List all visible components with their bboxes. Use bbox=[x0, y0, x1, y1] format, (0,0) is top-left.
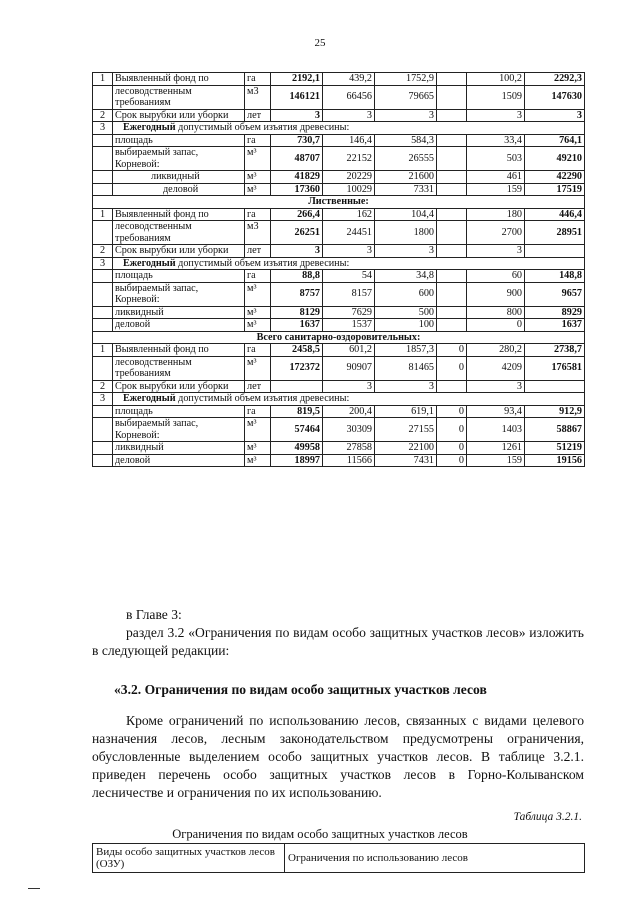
value-cell: 1637 bbox=[271, 319, 323, 332]
value-cell bbox=[437, 221, 467, 245]
value-cell: 7629 bbox=[323, 306, 375, 319]
row-unit: га bbox=[245, 270, 271, 283]
row-number bbox=[93, 356, 113, 380]
table-row bbox=[93, 405, 585, 418]
value-cell: 146121 bbox=[271, 85, 323, 109]
harvest-volume-table bbox=[92, 72, 585, 467]
table-row bbox=[93, 454, 585, 467]
subsection-label-bold: Ежегодный bbox=[123, 122, 176, 133]
row-number bbox=[93, 147, 113, 171]
table-row bbox=[93, 344, 585, 357]
value-cell: 58867 bbox=[525, 418, 585, 442]
value-cell bbox=[437, 270, 467, 283]
row-number: 1 bbox=[93, 73, 113, 86]
row-unit: м³ bbox=[245, 147, 271, 171]
row-unit: м³ bbox=[245, 356, 271, 380]
table-row bbox=[93, 270, 585, 283]
subsection-label bbox=[113, 257, 585, 270]
header-restrictions: Ограничения по использованию лесов bbox=[285, 844, 585, 873]
row-number: 1 bbox=[93, 208, 113, 221]
row-number: 3 bbox=[93, 257, 113, 270]
subsection-label-rest: допустимый объем изъятия древесины: bbox=[175, 393, 350, 404]
row-unit: м³ bbox=[245, 183, 271, 196]
value-cell: 28951 bbox=[525, 221, 585, 245]
value-cell: 819,5 bbox=[271, 405, 323, 418]
subsection-label-rest: допустимый объем изъятия древесины: bbox=[175, 257, 350, 269]
value-cell: 180 bbox=[467, 208, 525, 221]
value-cell bbox=[437, 306, 467, 319]
value-cell: 601,2 bbox=[323, 344, 375, 357]
value-cell: 3 bbox=[323, 109, 375, 122]
table-row bbox=[93, 282, 585, 306]
value-cell: 3 bbox=[375, 245, 437, 258]
value-cell: 60 bbox=[467, 270, 525, 283]
value-cell bbox=[271, 380, 323, 393]
row-number: 2 bbox=[93, 245, 113, 258]
value-cell: 3 bbox=[525, 109, 585, 122]
value-cell: 26251 bbox=[271, 221, 323, 245]
value-cell: 21600 bbox=[375, 171, 437, 184]
value-cell: 22152 bbox=[323, 147, 375, 171]
value-cell bbox=[437, 85, 467, 109]
value-cell: 3 bbox=[323, 245, 375, 258]
value-cell: 8929 bbox=[525, 306, 585, 319]
value-cell: 461 bbox=[467, 171, 525, 184]
table-row bbox=[93, 171, 585, 184]
value-cell bbox=[437, 183, 467, 196]
table-row bbox=[93, 306, 585, 319]
value-cell: 11566 bbox=[323, 454, 375, 467]
table-row bbox=[93, 109, 585, 122]
value-cell: 148,8 bbox=[525, 270, 585, 283]
row-unit: га bbox=[245, 344, 271, 357]
value-cell: 34,8 bbox=[375, 270, 437, 283]
row-unit: м³ bbox=[245, 282, 271, 306]
value-cell: 49210 bbox=[525, 147, 585, 171]
row-unit: га bbox=[245, 208, 271, 221]
table-row bbox=[93, 393, 585, 406]
value-cell: 104,4 bbox=[375, 208, 437, 221]
value-cell bbox=[525, 245, 585, 258]
subsection-label-bold: Ежегодный bbox=[123, 393, 176, 404]
value-cell bbox=[437, 109, 467, 122]
value-cell: 8157 bbox=[323, 282, 375, 306]
value-cell: 200,4 bbox=[323, 405, 375, 418]
value-cell: 18997 bbox=[271, 454, 323, 467]
value-cell: 48707 bbox=[271, 147, 323, 171]
value-cell: 146,4 bbox=[323, 134, 375, 147]
section-title: Всего санитарно-оздоровительных: bbox=[93, 331, 585, 344]
value-cell: 800 bbox=[467, 306, 525, 319]
row-unit: м³ bbox=[245, 442, 271, 455]
value-cell: 439,2 bbox=[323, 73, 375, 86]
row-unit: м³ bbox=[245, 171, 271, 184]
value-cell: 2738,7 bbox=[525, 344, 585, 357]
row-unit: лет bbox=[245, 245, 271, 258]
value-cell: 0 bbox=[437, 405, 467, 418]
value-cell: 900 bbox=[467, 282, 525, 306]
value-cell: 0 bbox=[467, 319, 525, 332]
scan-mark bbox=[28, 888, 40, 889]
row-number: 3 bbox=[93, 122, 113, 135]
value-cell: 100,2 bbox=[467, 73, 525, 86]
paragraph-chapter: в Главе 3: bbox=[126, 607, 182, 622]
value-cell: 1752,9 bbox=[375, 73, 437, 86]
table-caption: Ограничения по видам особо защитных участков лесов bbox=[172, 827, 468, 841]
value-cell: 8757 bbox=[271, 282, 323, 306]
row-number: 1 bbox=[93, 344, 113, 357]
row-number bbox=[93, 454, 113, 467]
row-unit: м3 bbox=[245, 221, 271, 245]
row-unit: га bbox=[245, 134, 271, 147]
value-cell: 7331 bbox=[375, 183, 437, 196]
value-cell: 1403 bbox=[467, 418, 525, 442]
value-cell: 93,4 bbox=[467, 405, 525, 418]
value-cell: 41829 bbox=[271, 171, 323, 184]
value-cell: 24451 bbox=[323, 221, 375, 245]
subsection-label bbox=[113, 393, 585, 406]
table-row bbox=[93, 356, 585, 380]
value-cell bbox=[437, 73, 467, 86]
value-cell: 0 bbox=[437, 356, 467, 380]
row-number: 3 bbox=[93, 393, 113, 406]
value-cell: 446,4 bbox=[525, 208, 585, 221]
value-cell: 912,9 bbox=[525, 405, 585, 418]
table-row bbox=[93, 208, 585, 221]
value-cell: 764,1 bbox=[525, 134, 585, 147]
table-row bbox=[93, 221, 585, 245]
row-unit: м³ bbox=[245, 418, 271, 442]
value-cell: 19156 bbox=[525, 454, 585, 467]
value-cell: 176581 bbox=[525, 356, 585, 380]
row-label: площадь bbox=[113, 134, 245, 147]
value-cell: 30309 bbox=[323, 418, 375, 442]
value-cell: 1637 bbox=[525, 319, 585, 332]
table-row bbox=[93, 85, 585, 109]
value-cell: 266,4 bbox=[271, 208, 323, 221]
row-unit: м³ bbox=[245, 454, 271, 467]
subsection-label-bold: Ежегодный bbox=[123, 257, 176, 269]
table-row bbox=[93, 442, 585, 455]
value-cell: 3 bbox=[467, 380, 525, 393]
row-label: площадь bbox=[113, 270, 245, 283]
value-cell: 500 bbox=[375, 306, 437, 319]
row-label: выбираемый запас, Корневой: bbox=[113, 147, 245, 171]
row-number bbox=[93, 442, 113, 455]
page-number: 25 bbox=[314, 37, 326, 49]
value-cell: 159 bbox=[467, 183, 525, 196]
value-cell: 172372 bbox=[271, 356, 323, 380]
value-cell: 3 bbox=[375, 109, 437, 122]
row-number bbox=[93, 85, 113, 109]
value-cell: 1857,3 bbox=[375, 344, 437, 357]
value-cell: 26555 bbox=[375, 147, 437, 171]
row-label: ликвидный bbox=[113, 171, 245, 184]
value-cell: 33,4 bbox=[467, 134, 525, 147]
row-unit: лет bbox=[245, 380, 271, 393]
row-number bbox=[93, 282, 113, 306]
value-cell: 2292,3 bbox=[525, 73, 585, 86]
value-cell: 4209 bbox=[467, 356, 525, 380]
header-ozu-types: Виды особо защитных участков лесов (ОЗУ) bbox=[93, 844, 285, 873]
value-cell: 57464 bbox=[271, 418, 323, 442]
section-heading: «3.2. Ограничения по видам особо защитных участков лесов bbox=[114, 682, 487, 697]
row-unit: га bbox=[245, 405, 271, 418]
value-cell: 1509 bbox=[467, 85, 525, 109]
value-cell: 0 bbox=[437, 344, 467, 357]
row-label: Выявленный фонд по bbox=[113, 73, 245, 86]
value-cell: 17360 bbox=[271, 183, 323, 196]
value-cell: 3 bbox=[271, 109, 323, 122]
value-cell: 1261 bbox=[467, 442, 525, 455]
row-label: лесоводственным требованиям bbox=[113, 85, 245, 109]
row-label: лесоводственным требованиям bbox=[113, 356, 245, 380]
row-number bbox=[93, 270, 113, 283]
value-cell: 20229 bbox=[323, 171, 375, 184]
row-number: 2 bbox=[93, 380, 113, 393]
row-label: Выявленный фонд по bbox=[113, 344, 245, 357]
table-row bbox=[93, 418, 585, 442]
row-label: Срок вырубки или уборки bbox=[113, 380, 245, 393]
table-row bbox=[93, 147, 585, 171]
row-number bbox=[93, 171, 113, 184]
row-unit: лет bbox=[245, 109, 271, 122]
row-unit: м3 bbox=[245, 85, 271, 109]
row-label: деловой bbox=[113, 319, 245, 332]
table-row bbox=[93, 134, 585, 147]
value-cell: 619,1 bbox=[375, 405, 437, 418]
value-cell: 3 bbox=[323, 380, 375, 393]
value-cell: 88,8 bbox=[271, 270, 323, 283]
table-row bbox=[93, 196, 585, 209]
value-cell: 3 bbox=[375, 380, 437, 393]
table-row bbox=[93, 183, 585, 196]
value-cell bbox=[525, 380, 585, 393]
row-number bbox=[93, 319, 113, 332]
value-cell: 0 bbox=[437, 442, 467, 455]
value-cell: 2192,1 bbox=[271, 73, 323, 86]
row-number bbox=[93, 134, 113, 147]
value-cell: 66456 bbox=[323, 85, 375, 109]
row-label: лесоводственным требованиям bbox=[113, 221, 245, 245]
value-cell: 2700 bbox=[467, 221, 525, 245]
row-label: ликвидный bbox=[113, 306, 245, 319]
table-row bbox=[93, 73, 585, 86]
row-unit: м³ bbox=[245, 306, 271, 319]
subsection-label-rest: допустимый объем изъятия древесины: bbox=[175, 122, 350, 133]
restrictions-header-row bbox=[93, 844, 585, 873]
row-unit: м³ bbox=[245, 319, 271, 332]
value-cell: 0 bbox=[437, 418, 467, 442]
value-cell bbox=[437, 245, 467, 258]
value-cell: 54 bbox=[323, 270, 375, 283]
value-cell: 7431 bbox=[375, 454, 437, 467]
row-label: Срок вырубки или уборки bbox=[113, 109, 245, 122]
value-cell bbox=[437, 171, 467, 184]
table-row bbox=[93, 122, 585, 135]
value-cell bbox=[437, 282, 467, 306]
row-label: Срок вырубки или уборки bbox=[113, 245, 245, 258]
table-row bbox=[93, 380, 585, 393]
value-cell: 159 bbox=[467, 454, 525, 467]
value-cell: 147630 bbox=[525, 85, 585, 109]
value-cell: 90907 bbox=[323, 356, 375, 380]
row-label: деловой bbox=[113, 454, 245, 467]
table-row bbox=[93, 319, 585, 332]
paragraph-section-change: раздел 3.2 «Ограничения по видам особо защитных участков лесов» изложить в следующей редакции: bbox=[92, 625, 584, 658]
value-cell: 100 bbox=[375, 319, 437, 332]
section-title: Лиственные: bbox=[93, 196, 585, 209]
row-label: ликвидный bbox=[113, 442, 245, 455]
value-cell: 8129 bbox=[271, 306, 323, 319]
row-number bbox=[93, 418, 113, 442]
value-cell: 2458,5 bbox=[271, 344, 323, 357]
subsection-label bbox=[113, 122, 585, 135]
value-cell: 730,7 bbox=[271, 134, 323, 147]
value-cell: 81465 bbox=[375, 356, 437, 380]
row-label: выбираемый запас, Корневой: bbox=[113, 282, 245, 306]
table-label: Таблица 3.2.1. bbox=[513, 811, 582, 823]
value-cell: 600 bbox=[375, 282, 437, 306]
value-cell: 27155 bbox=[375, 418, 437, 442]
row-label: Выявленный фонд по bbox=[113, 208, 245, 221]
value-cell: 51219 bbox=[525, 442, 585, 455]
restrictions-table bbox=[92, 843, 585, 873]
row-label: площадь bbox=[113, 405, 245, 418]
value-cell: 9657 bbox=[525, 282, 585, 306]
value-cell bbox=[437, 319, 467, 332]
value-cell: 10029 bbox=[323, 183, 375, 196]
value-cell: 1537 bbox=[323, 319, 375, 332]
paragraph-body: Кроме ограничений по использованию лесов, связанных с видами целевого назначения лесов, лесным законодательством предусмотрены ограничения, обусловленные выделением особо защитных участков лесов. В таблице 3.2.1. приведен перечень особо защитных участков лесов в Горно-Колыванском лесничестве и ограничения по их использованию. bbox=[92, 713, 584, 800]
value-cell: 3 bbox=[271, 245, 323, 258]
row-number bbox=[93, 221, 113, 245]
value-cell: 3 bbox=[467, 109, 525, 122]
value-cell: 22100 bbox=[375, 442, 437, 455]
value-cell: 17519 bbox=[525, 183, 585, 196]
table-row bbox=[93, 257, 585, 270]
row-number bbox=[93, 306, 113, 319]
row-number bbox=[93, 183, 113, 196]
row-number bbox=[93, 405, 113, 418]
value-cell bbox=[437, 380, 467, 393]
value-cell bbox=[437, 134, 467, 147]
row-label: деловой bbox=[113, 183, 245, 196]
value-cell: 79665 bbox=[375, 85, 437, 109]
value-cell: 503 bbox=[467, 147, 525, 171]
value-cell: 162 bbox=[323, 208, 375, 221]
table-row bbox=[93, 245, 585, 258]
value-cell bbox=[437, 147, 467, 171]
value-cell: 27858 bbox=[323, 442, 375, 455]
table-row bbox=[93, 331, 585, 344]
value-cell: 42290 bbox=[525, 171, 585, 184]
value-cell: 1800 bbox=[375, 221, 437, 245]
value-cell: 280,2 bbox=[467, 344, 525, 357]
row-number: 2 bbox=[93, 109, 113, 122]
row-unit: га bbox=[245, 73, 271, 86]
value-cell: 49958 bbox=[271, 442, 323, 455]
value-cell: 3 bbox=[467, 245, 525, 258]
value-cell: 584,3 bbox=[375, 134, 437, 147]
row-label: выбираемый запас, Корневой: bbox=[113, 418, 245, 442]
value-cell bbox=[437, 208, 467, 221]
value-cell: 0 bbox=[437, 454, 467, 467]
